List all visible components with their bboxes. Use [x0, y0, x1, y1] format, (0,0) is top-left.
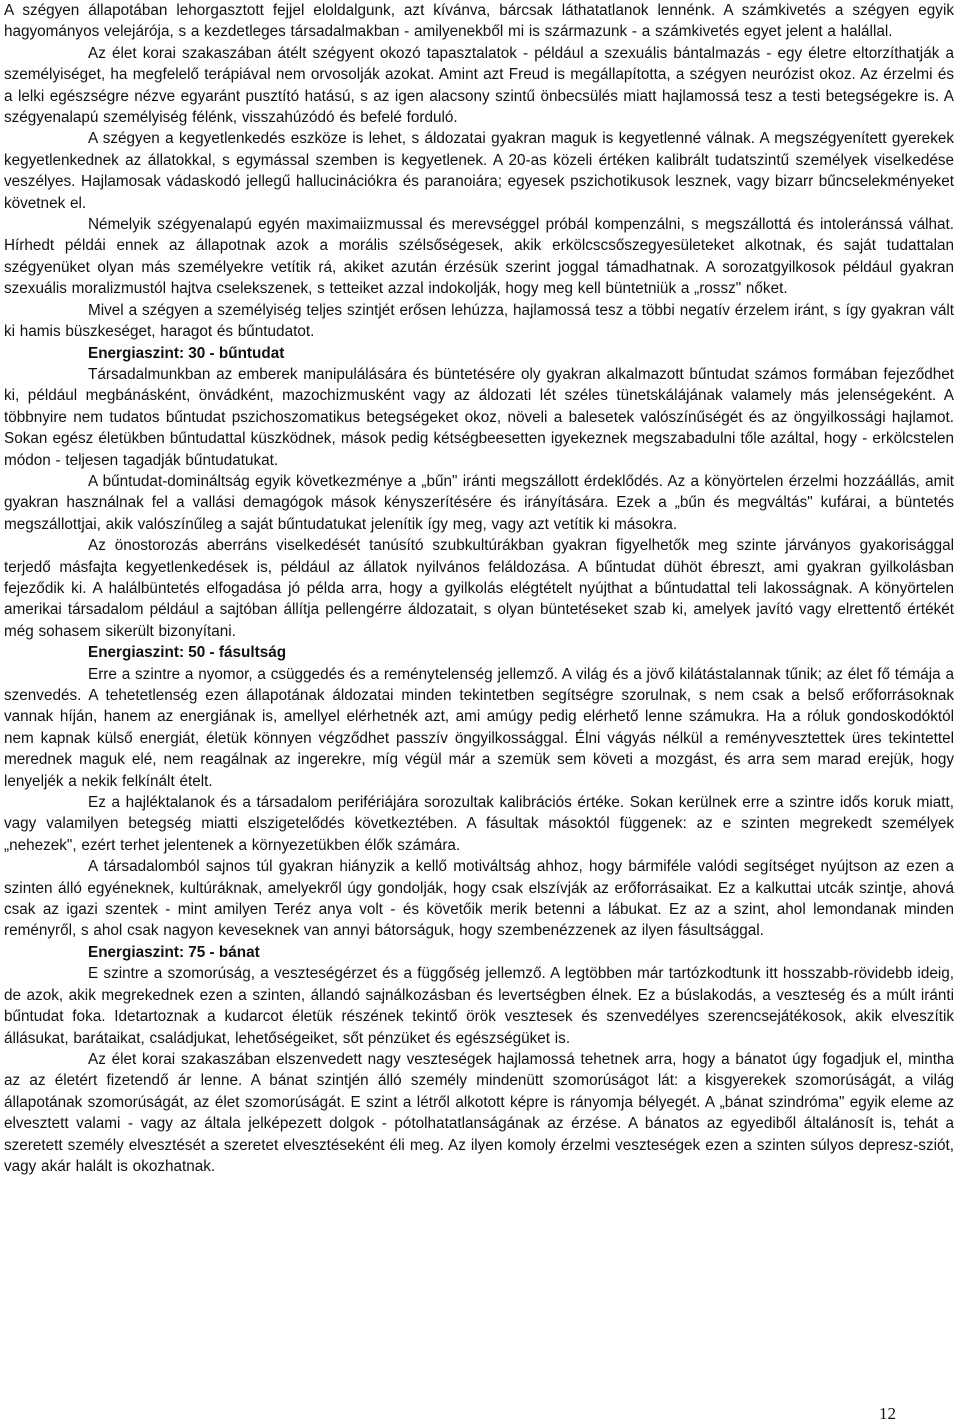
section-heading-guilt: Energiaszint: 30 - bűntudat — [88, 344, 285, 362]
section-heading-apathy: Energiaszint: 50 - fásultság — [88, 644, 287, 662]
section-heading-grief: Energiaszint: 75 - bánat — [88, 943, 260, 961]
paragraph-shame-cruelty: A szégyen a kegyetlenkedés eszköze is lehet, s áldozatai gyakran maguk is kegyetlenné válnak. A megszégyenített gyerekek kegyetlenkednek az állatokkal, s egymással szemben is kegyetlenek. A 20-as közeli értéken kalibrált tudatszintű személyek viselkedése veszélyes. Hajlamosak vádaskodó jellegű hallucinációkra és paranoiára; egyesek pszichotikusok lesznek, vagy bizarr bűncselekményeket követnek el. — [4, 130, 954, 212]
page-number: 12 — [879, 1404, 896, 1423]
paragraph-apathy-society: A társadalomból sajnos túl gyakran hiányzik a kellő motiváltság ahhoz, hogy bármiféle valódi segítséget nyújtson az ezen a szinten álló egyéneknek, kultúráknak, amelyekről úgy gondolják, hogy csak elszívják az erőforrásaikat. Ez a kalkuttai utcák szintje, ahová csak az igazi szentek - mint amilyen Teréz anya volt - és követőik merik betenni a lábukat. Ez az a szint, ahol lemondanak minden reményről, s ahol csak nagyon keveseknek van annyi bátorságuk, hogy szembenézzenek az ilyen fásultsággal. — [4, 858, 954, 940]
paragraph-shame-early-life: Az élet korai szakaszában átélt szégyent okozó tapasztalatok - például a szexuális bántalmazás - egy életre eltorzíthatják a személyiséget, ha megfelelő terápiával nem orvosolják azokat. Amint azt Freud is megállapította, a szégyen neurózist okoz. Az érzelmi és a lelki egészségre nézve egyaránt pusztító hatású, s az igen alacsony szintű önbecsülés miatt hajlamossá tesz a testi betegségekre is. A szégyenalapú személyiség félénk, visszahúzódó és befelé forduló. — [4, 44, 954, 127]
paragraph-guilt-forms: Társadalmunkban az emberek manipulálására és büntetésére oly gyakran alkalmazott bűntudat számos formában fejeződhet ki, például megbánásként, önvádként, mazochizmusként vagy az áldozati lét széles tünetskálájának valamely más jelenségeként. A többnyire nem tudatos bűntudat pszichoszomatikus betegségeket okoz, növeli a balesetek valószínűségét és az öngyilkossági hajlamot. Sokan egész életükben bűntudattal küszködnek, mások pedig kétségbeesetten igyekeznek megszabadulni tőle azáltal, hogy - erkölcstelen módon - teljesen tagadják bűntudatukat. — [4, 365, 954, 469]
paragraph-shame-intro: A szégyen állapotában lehorgasztott fejjel eloldalgunk, azt kívánva, bárcsak láthatatlanok lennénk. A számkivetés a szégyen egyik hagyományos velejárója, s a kezdetleges társadalmakban - amilyenekből mi is származunk - a számkivetés egyet jelent a halállal. — [4, 2, 954, 41]
paragraph-apathy-description: Erre a szintre a nyomor, a csüggedés és a reménytelenség jellemző. A világ és a jövő kilátástalannak tűnik; az élet fő témája a szenvedés. A tehetetlenség ezen állapotának áldozatai minden tekintetben segítségre szorulnak, s nem csak a belső erőforrásoknak vannak híján, hanem az energiának is, amellyel elérhetnék azt, ami amúgy pedig elérhető lenne számukra. Ha a róluk gondoskodóktól nem kapnak külső energiát, életük könnyen végződhet passzív öngyilkossággal. Élni vágyás nélkül a reményvesztettek üres tekintettel merednek maguk elé, nem reagálnak az ingerekre, míg végül már a szemük sem követi a mozgást, és arra sem marad erejük, hogy lenyeljék a nekik felkínált ételt. — [4, 665, 954, 790]
paragraph-shame-perfectionism: Némelyik szégyenalapú egyén maximaiizmussal és merevséggel próbál kompenzálni, s megszállottá és intoleránssá válhat. Hírhedt példái ennek az állapotnak azok a morális szélsőségesek, akik erkölcscsőszegyesületeket alkotnak, és saját tudattalan szégyenüket olyan más személyekre vetítik rá, akiket azután érzésük szerint joggal támadhatnak. A sorozatgyilkosok például gyakran szexuális moralizmustól hajtva cselekszenek, s tetteiket azzal indokolják, hogy meg kell büntetniük a „rossz" nőket. — [4, 216, 954, 298]
paragraph-grief-description: E szintre a szomorúság, a veszteségérzet és a függőség jellemző. A legtöbben már tartózkodtunk itt hosszabb-rövidebb ideig, de azok, akik megrekednek ezen a szinten, állandó sajnálkozásban és levertségben élnek. Ez a búslakodás, a veszteség és a múlt iránti bűntudat foka. Idetartoznak a kudarcot életük részének tekintő örök vesztesek és szenvedélyes szerencsejátékosok, akik elveszítik állásukat, barátaikat, családjukat, lehetőségeiket, sőt pénzüket és egészségüket is. — [4, 965, 954, 1047]
document-page — [4, 0, 954, 1177]
paragraph-guilt-sin: A bűntudat-domináltság egyik következménye a „bűn" iránti megszállott érdeklődés. Az a könyörtelen érzelmi hozzáállás, amit gyakran használnak fel a vallási demagógok mások kényszerítésére és irányítására. Ezek a „bűn és megváltás" kufárai, a büntetés megszállottjai, akik valószínűleg a saját bűntudatukat jelenítik így meg, vagy azt vetítik ki másokra. — [4, 472, 954, 533]
paragraph-shame-negative-emotions: Mivel a szégyen a személyiség teljes szintjét erősen lehúzza, hajlamossá tesz a többi negatív érzelem iránt, s így gyakran vált ki hamis büszkeséget, haragot és bűntudatot. — [4, 301, 954, 341]
paragraph-apathy-homeless: Ez a hajléktalanok és a társadalom perifériájára sorozultak kalibrációs értéke. Sokan kerülnek erre a szintre idős koruk miatt, vagy valamilyen betegség miatti elszigetelődés következtében. A fásultak másoktól függenek: az e szinten megrekedt személyek „nehezek", ezért terhet jelentenek a környezetükben élők számára. — [4, 794, 954, 854]
paragraph-grief-early-loss: Az élet korai szakaszában elszenvedett nagy veszteségek hajlamossá tehetnek arra, hogy a bánatot úgy fogadjuk el, mintha az az életért fizetendő ár lenne. A bánat szintjén álló személy mindenütt szomorúságot lát: a kisgyerekek szomorúságát, a világ állapotának szomorúságát, az élet szomorúságát. E szint a létről alkotott képre is rányomja bélyegét. A „bánat szindróma" egyik eleme az elvesztett valami - vagy az általa jelképezett dolgok - pótolhatatlanságának az érzése. A bánatos az egyediből általánosít is, tehát a szeretett személy elvesztését a szeretet elvesztéseként éli meg. Az ilyen komoly érzelmi veszteségek ezen a szinten súlyos depresz-sziót, vagy akár halált is okozhatnak. — [4, 1050, 954, 1175]
paragraph-guilt-self-flagellation: Az önostorozás aberráns viselkedését tanúsító szubkultúrákban gyakran figyelhetők meg szinte járványos gyakorisággal terjedő másfajta kegyetlenkedések is, például az állatok nyilvános feláldozása. A bűntudat dühöt ébreszt, ami gyakran gyilkolásban fejeződik ki. A halálbüntetés elfogadása jó példa arra, hogy a gyilkolás elégtételt nyújthat a bűntudattal teli lakosságnak. A könyörtelen amerikai társadalom például a sajtóban állítja pellengérre áldozatait, s olyan büntetéseket szab ki, amelyek javító vagy elrettentő értékét még sohasem sikerült bizonyítani. — [4, 537, 954, 640]
